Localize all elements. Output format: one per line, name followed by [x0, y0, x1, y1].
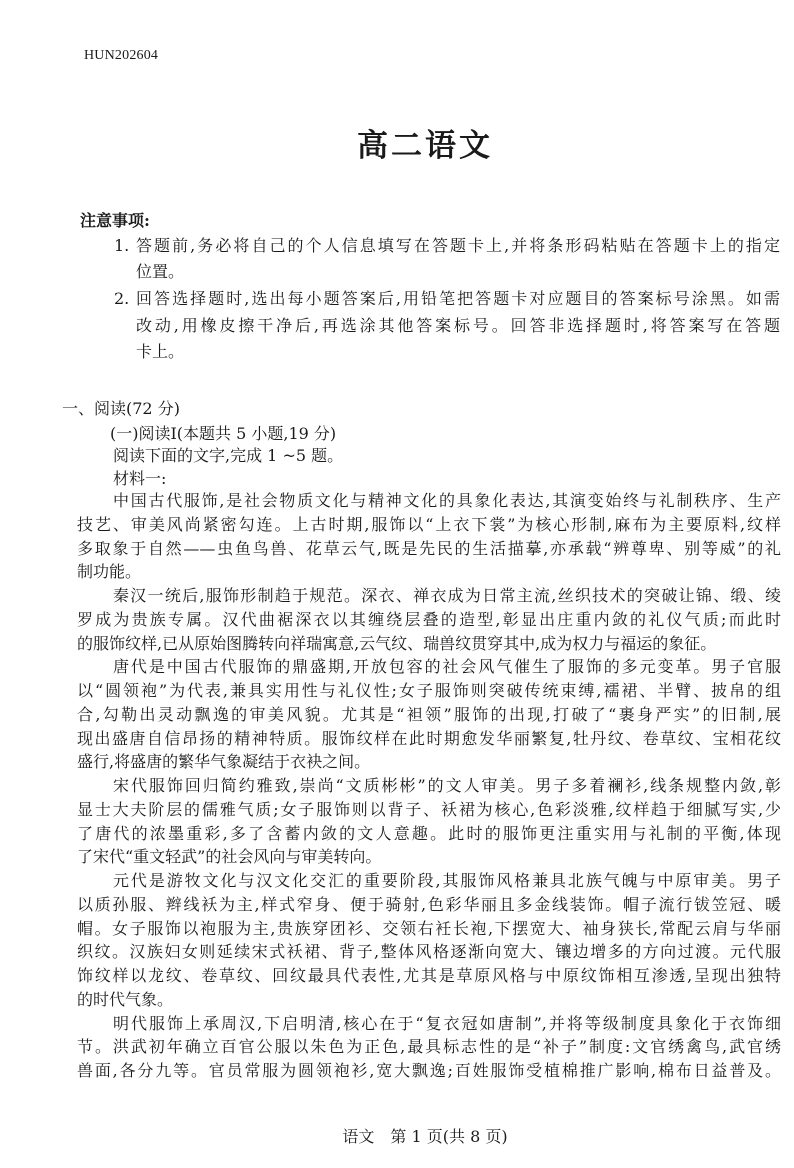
paragraph: [77, 584, 781, 655]
paragraph-line: 技艺、审美风尚紧密勾连。上古时期,服饰以“上衣下裳”为核心形制,麻布为主要原料,纹样: [77, 514, 781, 534]
paragraph-line: 现出盛唐自信昂扬的精神特质。服饰纹样在此时期愈发华丽繁复,牡丹纹、卷草纹、宝相花纹: [77, 728, 781, 748]
paragraph-line: 显士大夫阶层的儒雅气质;女子服饰则以背子、袄裙为核心,色彩淡雅,纹样趋于细腻写实,少: [77, 799, 781, 819]
passage-body: [77, 489, 781, 1083]
notice-item-line: 答题前,务必将自己的个人信息填写在答题卡上,并将条形码粘贴在答题卡上的指定: [136, 236, 780, 255]
paragraph-line: 以质孙服、辫线袄为主,样式窄身、便于骑射,色彩华丽且多金线装饰。帽子流行钹笠冠、暖: [77, 894, 781, 914]
paragraph-line: 元代是游牧文化与汉文化交汇的重要阶段,其服饰风格兼具北族气魄与中原审美。男子: [113, 871, 781, 890]
paragraph-line: 唐代是中国古代服饰的鼎盛期,开放包容的社会风气催生了服饰的多元变革。男子官服: [113, 657, 781, 677]
paragraph-line: 罗成为贵族专属。汉代曲裾深衣以其缠绕层叠的造型,彰显出庄重内敛的礼仪气质;而此时: [77, 609, 781, 629]
paragraph-line: 兽面,各分九等。官员常服为圆领袍衫,宽大飘逸;百姓服饰受植棉推广影响,棉布日益普及。: [77, 1061, 781, 1080]
paragraph-line: 了唐代的浓墨重彩,多了含蓄内敛的文人意趣。此时的服饰更注重实用与礼制的平衡,体现: [77, 823, 781, 843]
paragraph-line: 秦汉一统后,服饰形制趋于规范。深衣、禅衣成为日常主流,丝织技术的突破让锦、缎、绫: [113, 586, 781, 605]
paragraph-line: 盛行,将盛唐的繁华气象凝结于衣袂之间。: [77, 752, 371, 772]
notice-item-number: 1.: [114, 236, 130, 255]
paragraph-line: 织纹。汉族妇女则延续宋式袄裙、背子,整体风格逐渐向宽大、镶边增多的方向过渡。元代服: [77, 942, 781, 962]
paragraph-line: 以“圆领袍”为代表,兼具实用性与礼仪性;女子服饰则突破传统束缚,襦裙、半臂、披帛的组: [77, 681, 781, 700]
exam-code: HUN202604: [84, 48, 159, 63]
page-title: 高二语文: [357, 128, 493, 164]
notice-item-line: 卡上。: [136, 342, 185, 361]
paragraph-line: 制功能。: [77, 562, 142, 582]
paragraph-line: 的时代气象。: [77, 989, 174, 1009]
reading-instruction: 阅读下面的文字,完成 1 ~5 题。: [113, 446, 344, 465]
paragraph-line: 了宋代“重文轻武”的社会风向与审美转向。: [77, 847, 382, 867]
paragraph-line: 饰纹样以龙纹、卷草纹、回纹最具代表性,尤其是草原风格与中原纹饰相互渗透,呈现出独特: [77, 966, 781, 985]
notice-item-number: 2.: [114, 289, 130, 308]
section-heading: 一、阅读(72 分): [62, 399, 180, 418]
paragraph: [77, 869, 781, 1012]
paragraph: [77, 774, 781, 869]
paragraph-line: 宋代服饰回归简约雅致,崇尚“文质彬彬”的文人审美。男子多着襕衫,线条规整内敛,彰: [113, 776, 781, 795]
notice-item-line: 回答选择题时,选出每小题答案后,用铅笔把答题卡对应题目的答案标号涂黑。如需: [136, 289, 780, 308]
paragraph-line: 合,勾勒出灵动飘逸的审美风貌。尤其是“袒领”服饰的出现,打破了“裹身严实”的旧制,展: [77, 704, 781, 724]
notice-heading: 注意事项:: [80, 211, 150, 230]
paragraph-line: 节。洪武初年确立百官公服以朱色为正色,最具标志性的是“补子”制度:文官绣禽鸟,武官绣: [77, 1037, 781, 1057]
material-label: 材料一:: [113, 469, 167, 488]
paragraph: [77, 1012, 781, 1083]
page-footer: 语文 第 1 页(共 8 页): [342, 1127, 508, 1146]
paragraph: [77, 655, 781, 774]
paragraph-line: 中国古代服饰,是社会物质文化与精神文化的具象化表达,其演变始终与礼制秩序、生产: [113, 491, 781, 510]
paragraph: [77, 489, 781, 584]
notice-item-line: 改动,用橡皮擦干净后,再选涂其他答案标号。回答非选择题时,将答案写在答题: [136, 316, 780, 335]
paragraph-line: 帽。女子服饰以袍服为主,贵族穿团衫、交领右衽长袍,下摆宽大、袖身狭长,常配云肩与华丽: [77, 918, 781, 938]
notice-item-line: 位置。: [136, 262, 185, 281]
paragraph-line: 多取象于自然——虫鱼鸟兽、花草云气,既是先民的生活描摹,亦承载“辨尊卑、别等威”的礼: [77, 538, 781, 558]
subsection-heading: (一)阅读Ⅰ(本题共 5 小题,19 分): [110, 424, 337, 443]
paragraph-line: 明代服饰上承周汉,下启明清,核心在于“复衣冠如唐制”,并将等级制度具象化于衣饰细: [113, 1013, 781, 1033]
paragraph-line: 的服饰纹样,已从原始图腾转向祥瑞寓意,云气纹、瑞兽纹贯穿其中,成为权力与福运的象征。: [77, 633, 717, 653]
